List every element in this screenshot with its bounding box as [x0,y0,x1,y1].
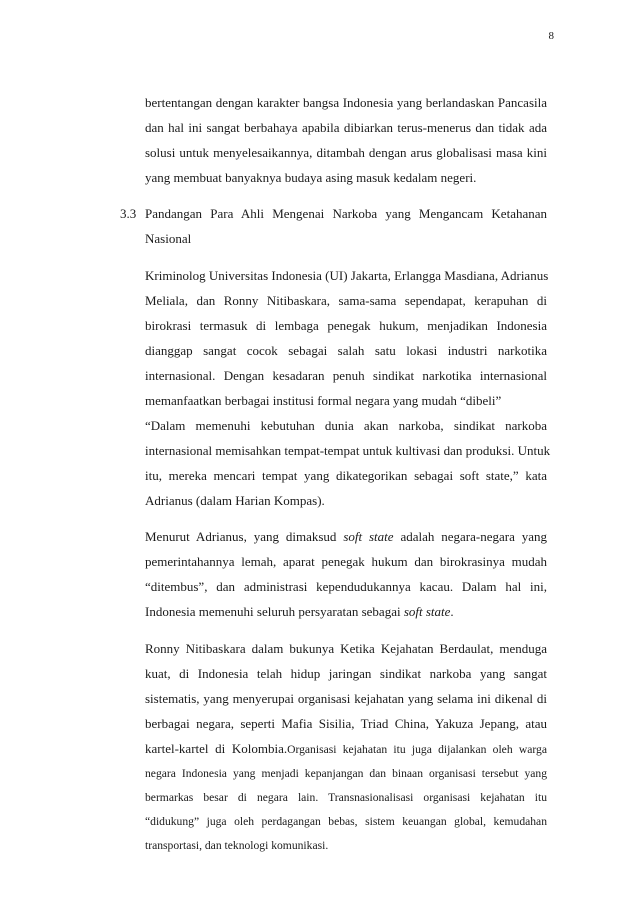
para4-line: Ronny Nitibaskara dalam bukunya Ketika Kejahatan Berdaulat, menduga [145,641,547,656]
section-title-line: Pandangan Para Ahli Mengenai Narkoba yang Mengancam Ketahanan [145,206,547,221]
para4-line: sistematis, yang menyerupai organisasi kejahatan yang selama ini dikenal di [145,691,547,706]
para1-line: bertentangan dengan karakter bangsa Indonesia yang berlandaskan Pancasila [145,95,547,110]
para3-line [145,528,547,546]
para3-line [145,603,547,621]
para2-line: itu, mereka mencari tempat yang dikategorikan sebagai soft state,” kata [145,468,547,483]
para2-line: dianggap sangat cocok sebagai salah satu lokasi industri narkotika [145,343,547,358]
para4-line-small: transportasi, dan teknologi komunikasi. [145,839,329,852]
para2-line: Kriminolog Universitas Indonesia (UI) Jakarta, Erlangga Masdiana, Adrianus [145,268,549,283]
soft-state-term: soft state [403,604,451,619]
para4-text: kartel-kartel di Kolombia. [145,741,288,756]
para3-line: “ditembus”, dan administrasi kependudukannya kacau. Dalam hal ini, [145,579,547,594]
para2-line: Adrianus (dalam Harian Kompas). [145,493,325,508]
para2-line: birokrasi termasuk di lembaga penegak hukum, menjadikan Indonesia [145,318,547,333]
para3-line: pemerintahannya lemah, aparat penegak hukum dan birokrasinya mudah [145,554,547,569]
para2-line: memanfaatkan berbagai institusi formal negara yang mudah “dibeli” [145,393,502,408]
para3-text: Menurut Adrianus, yang dimaksud [145,529,337,544]
para4-line-small: bermarkas besar di negara lain. Transnasionalisasi organisasi kejahatan itu [145,791,547,804]
soft-state-term: soft state [343,529,394,544]
section-title-line: Nasional [145,231,192,246]
para4-line: berbagai negara, seperti Mafia Sisilia, Triad China, Yakuza Jepang, atau [145,716,547,731]
para2-line: Meliala, dan Ronny Nitibaskara, sama-sama sependapat, kerapuhan di [145,293,547,308]
section-number: 3.3 [120,206,137,221]
para2-line: “Dalam memenuhi kebutuhan dunia akan narkoba, sindikat narkoba [145,418,547,433]
para3-text: . [450,604,454,619]
para1-line: yang membuat banyaknya budaya asing masuk kedalam negeri. [145,170,477,185]
para4-line [145,740,547,758]
para4-text-small: Organisasi kejahatan itu juga dijalankan oleh warga [287,743,547,756]
page-number: 8 [548,30,554,42]
para4-line-small: “didukung” juga oleh perdagangan bebas, sistem keuangan global, kemudahan [145,815,547,828]
para3-text: adalah negara-negara yang [400,529,547,544]
para1-line: solusi untuk menyelesaikannya, ditambah dengan arus globalisasi masa kini [145,145,547,160]
para2-line: internasional. Dengan kesadaran penuh sindikat narkotika internasional [145,368,547,383]
para1-line: dan hal ini sangat berbahaya apabila dibiarkan terus-menerus dan tidak ada [145,120,547,135]
para4-line-small: negara Indonesia yang menjadi kepanjangan dan binaan organisasi tersebut yang [145,767,547,780]
para4-line: kuat, di Indonesia telah hidup jaringan sindikat narkoba yang sangat [145,666,547,681]
para2-line: internasional memisahkan tempat-tempat untuk kultivasi dan produksi. Untuk [145,443,551,458]
para3-text: Indonesia memenuhi seluruh persyaratan sebagai [145,604,401,619]
